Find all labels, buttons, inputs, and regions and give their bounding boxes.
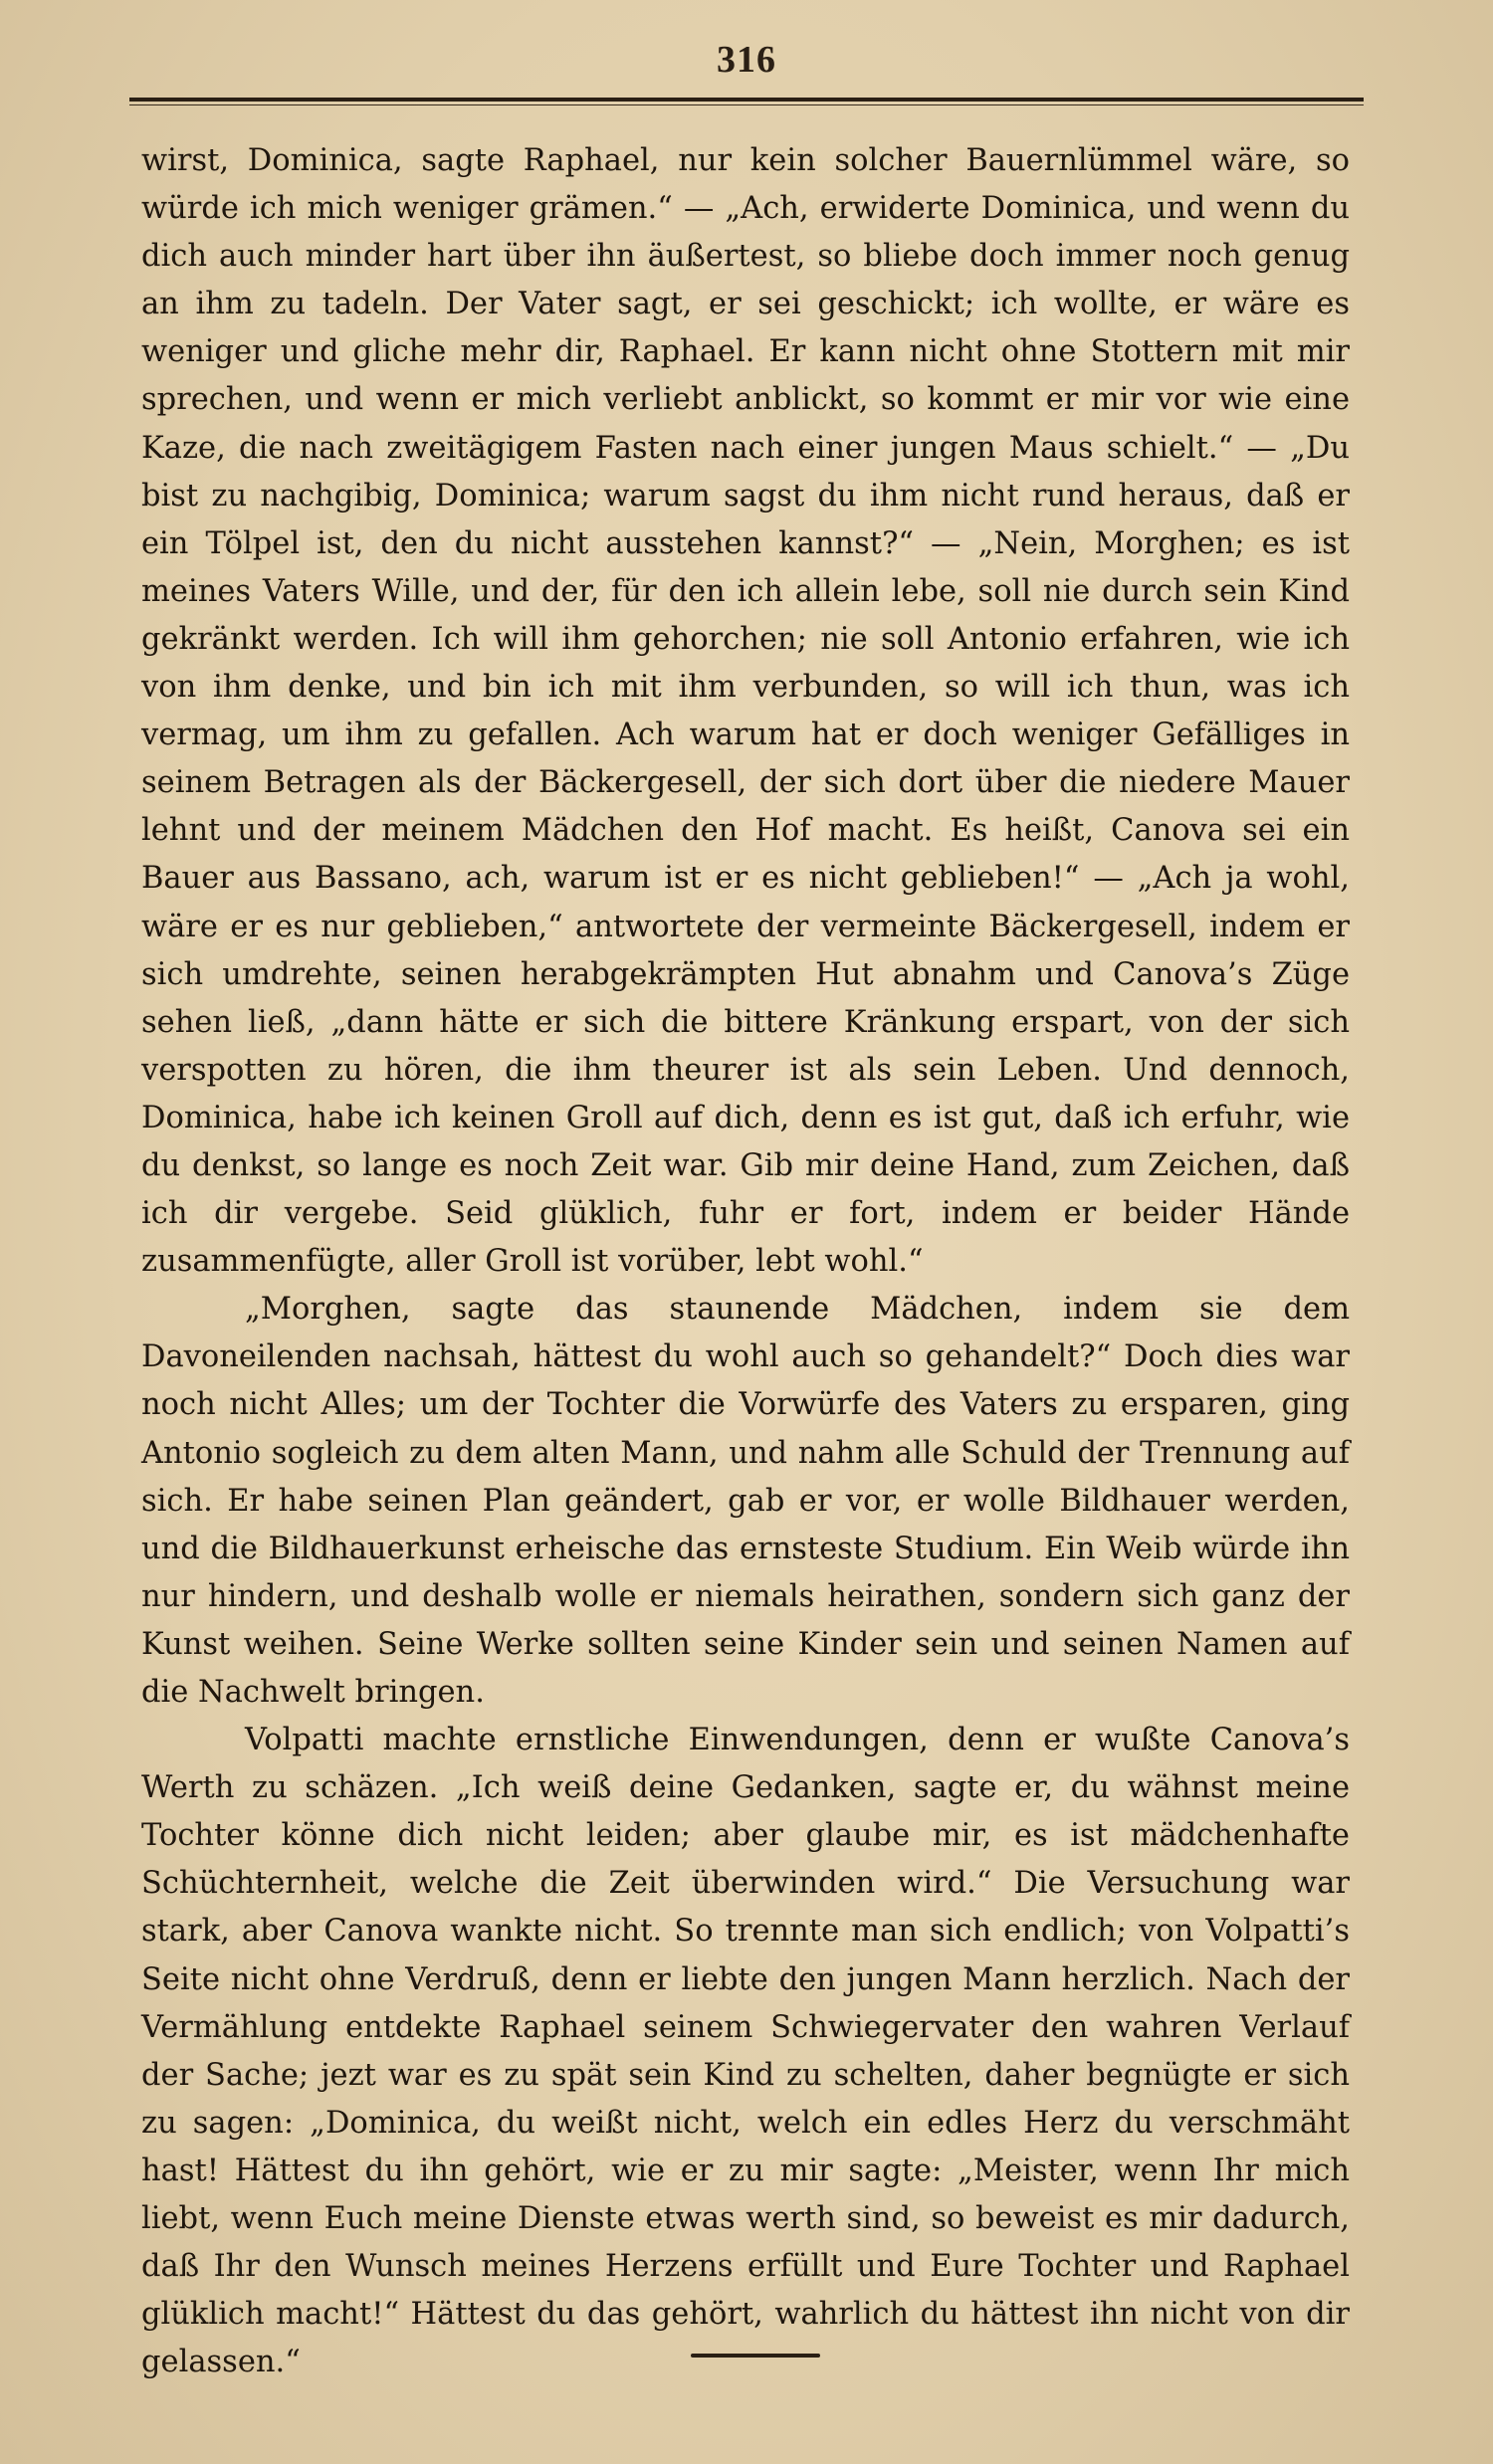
paragraph-3: Volpatti machte ernstliche Einwendungen, denn er wußte Canova’s Werth zu schäzen. „Ich weiß deine Gedanken, sagte er, du wähnst meine Tochter könne dich nicht leiden; aber glaube mir, es ist mädchenhafte Schüchternheit, welche die Zeit überwinden wird.“ Die Versuchung war stark, aber Canova wankte nicht. So trennte man sich endlich; von Volpatti’s Seite nicht ohne Verdruß, denn er liebte den jungen Mann herzlich. Nach der Vermählung entdekte Raphael seinem Schwiegervater den wahren Verlauf der Sache; jezt war es zu spät sein Kind zu schelten, daher begnügte er sich zu sagen: „Dominica, du weißt nicht, welch ein edles Herz du verschmäht hast! Hättest du ihn gehört, wie er zu mir sagte: „Meister, wenn Ihr mich liebt, wenn Euch meine Dienste etwas werth sind, so beweist es mir dadurch, daß Ihr den Wunsch meines Herzens erfüllt und Eure Tochter und Raphael glüklich macht!“ Hättest du das gehört, wahrlich du hättest ihn nicht von dir gelassen.“ [141, 1723, 1350, 2380]
paragraph-2: „Morghen, sagte das staunende Mädchen, indem sie dem Davoneilenden nachsah, hättest du wohl auch so gehandelt?“ Doch dies war noch nicht Alles; um der Tochter die Vorwürfe des Vaters zu ersparen, ging Antonio sogleich zu dem alten Mann, und nahm alle Schuld der Trennung auf sich. Er habe seinen Plan geändert, gab er vor, er wolle Bildhauer werden, und die Bildhauerkunst erheische das ernsteste Studium. Ein Weib würde ihn nur hindern, und deshalb wolle er niemals heirathen, sondern sich ganz der Kunst weihen. Seine Werke sollten seine Kinder sein und seinen Namen auf die Nachwelt bringen. [141, 1292, 1350, 1710]
paragraph-1: wirst, Dominica, sagte Raphael, nur kein solcher Bauernlümmel wäre, so würde ich mich weniger grämen.“ — „Ach, erwiderte Dominica, und wenn du dich auch minder hart über ihn äußertest, so bliebe doch immer noch genug an ihm zu tadeln. Der Vater sagt, er sei geschickt; ich wollte, er wäre es weniger und gliche mehr dir, Raphael. Er kann nicht ohne Stottern mit mir sprechen, und wenn er mich verliebt anblickt, so kommt er mir vor wie eine Kaze, die nach zweitägigem Fasten nach einer jungen Maus schielt.“ — „Du bist zu nachgibig, Dominica; warum sagst du ihm nicht rund heraus, daß er ein Tölpel ist, den du nicht ausstehen kannst?“ — „Nein, Morghen; es ist meines Vaters Wille, und der, für den ich allein lebe, soll nie durch sein Kind gekränkt werden. Ich will ihm gehorchen; nie soll Antonio erfahren, wie ich von ihm denke, und bin ich mit ihm verbunden, so will ich thun, was ich vermag, um ihm zu gefallen. Ach warum hat er doch weniger Gefälliges in seinem Betragen als der Bäckergesell, der sich dort über die niedere Mauer lehnt und der meinem Mädchen den Hof macht. Es heißt, Canova sei ein Bauer aus Bassano, ach, warum ist er es nicht geblieben!“ — „Ach ja wohl, wäre er es nur geblieben,“ antwortete der vermeinte Bäckergesell, indem er sich umdrehte, seinen herabgekrämpten Hut abnahm und Canova’s Züge sehen ließ, „dann hätte er sich die bittere Kränkung erspart, von der sich verspotten zu hören, die ihm theurer ist als sein Leben. Und dennoch, Dominica, habe ich keinen Groll auf dich, denn es ist gut, daß ich erfuhr, wie du denkst, so lange es noch Zeit war. Gib mir deine Hand, zum Zeichen, daß ich dir vergebe. Seid glüklich, fuhr er fort, indem er beider Hände zusammenfügte, aller Groll ist vorüber, lebt wohl.“ [141, 143, 1350, 1280]
header-rule [129, 98, 1364, 102]
page-number: 316 [717, 39, 776, 81]
body-text [141, 137, 1350, 2386]
section-end-rule [691, 2354, 820, 2358]
